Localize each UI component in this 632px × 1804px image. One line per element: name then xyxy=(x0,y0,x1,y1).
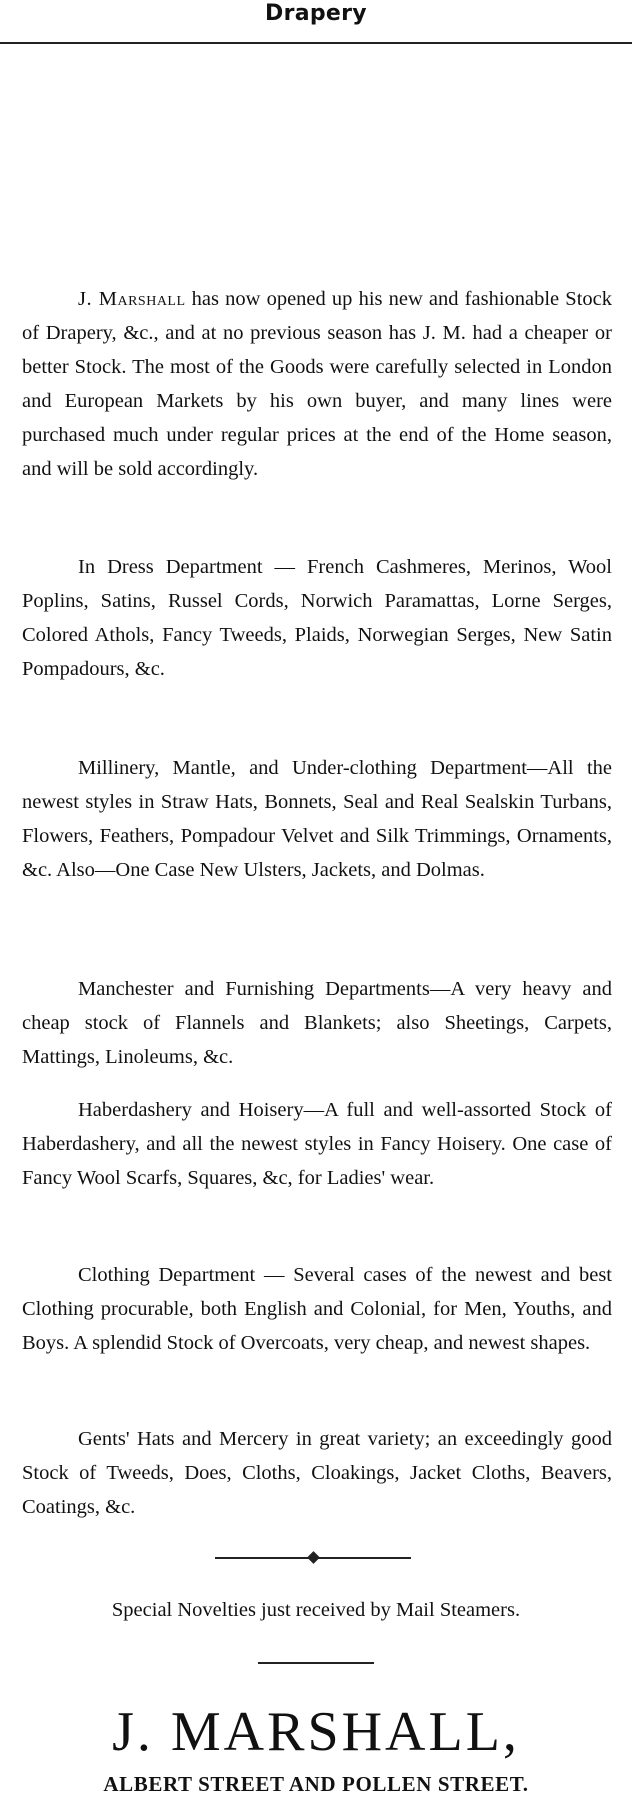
manchester-department-paragraph: Manchester and Furnishing Departments—A very heavy and cheap stock of Flannels and Blankets; also Sheetings, Carpets, Mattings, Linoleums, &c. xyxy=(22,978,612,1068)
signature-divider xyxy=(258,1662,374,1664)
clothing-department-paragraph: Clothing Department — Several cases of the newest and best Clothing procurable, both English and Colonial, for Men, Youths, and Boys. A splendid Stock of Overcoats, very cheap, and newest shapes. xyxy=(22,1264,612,1354)
intro-paragraph xyxy=(22,282,612,486)
millinery-department-paragraph: Millinery, Mantle, and Under-clothing Department—All the newest styles in Straw Hats, Bonnets, Seal and Real Sealskin Turbans, Flowers, Feathers, Pompadour Velvet and Silk Trimmings, Ornaments, &c. Also—One Case New Ulsters, Jackets, and Dolmas. xyxy=(22,757,612,881)
signature-name: J. MARSHALL, xyxy=(112,1701,520,1763)
advertiser-name: J. Marshall xyxy=(78,288,186,310)
divider-diamond xyxy=(307,1551,320,1564)
special-novelties-notice: Special Novelties just received by Mail Steamers. xyxy=(111,1599,521,1621)
gents-department-paragraph: Gents' Hats and Mercery in great variety; an exceedingly good Stock of Tweeds, Does, Cloths, Cloakings, Jacket Cloths, Beavers, Coatings, &c. xyxy=(22,1428,612,1518)
haberdashery-department-paragraph: Haberdashery and Hoisery—A full and well-assorted Stock of Haberdashery, and all the newest styles in Fancy Hoisery. One case of Fancy Wool Scarfs, Squares, &c, for Ladies' wear. xyxy=(22,1099,612,1189)
intro-text: has now opened up his new and fashionable Stock of Drapery, &c., and at no previous season has J. M. had a cheaper or better Stock. The most of the Goods were carefully selected in London and European Markets by his own buyer, and many lines were purchased much under regular prices at the end of the Home season, and will be sold accordingly. xyxy=(22,288,612,480)
dress-department-paragraph: In Dress Department — French Cashmeres, Merinos, Wool Poplins, Satins, Russel Cords, Norwich Paramattas, Lorne Serges, Colored Athols, Fancy Tweeds, Plaids, Norwegian Serges, New Satin Pompadours, &c. xyxy=(22,556,612,680)
page-header xyxy=(0,0,632,44)
signature-address: ALBERT STREET AND POLLEN STREET. xyxy=(103,1772,529,1796)
page-title: Drapery xyxy=(265,1,367,26)
